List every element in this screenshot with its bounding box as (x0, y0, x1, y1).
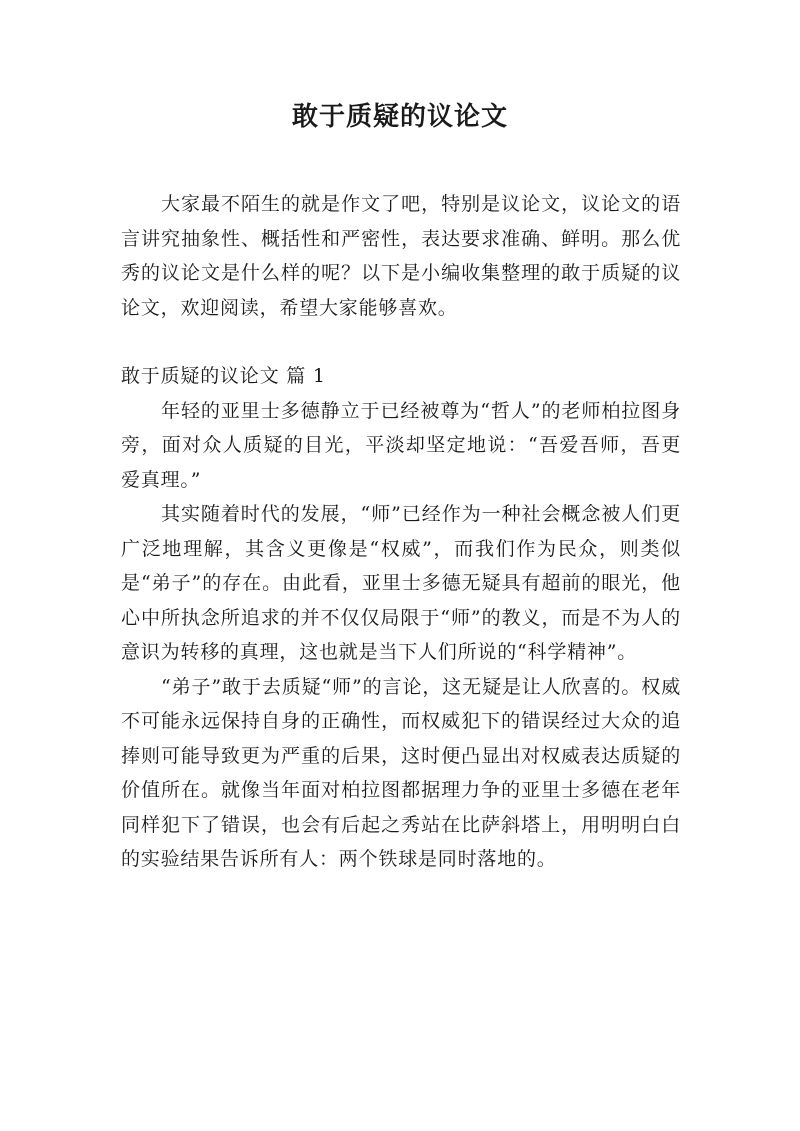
body-paragraph-3: “弟子”敢于去质疑“师”的言论，这无疑是让人欣喜的。权威不可能永远保持自身的正确性，而权威犯下的错误经过大众的追捧则可能导致更为严重的后果，这时便凸显出对权威表达质疑的价值所在。就像当年面对柏拉图都据理力争的亚里士多德在老年同样犯下了错误，也会有后起之秀站在比萨斜塔上，用明明白白的实验结果告诉所有人：两个铁球是同时落地的。 (121, 675, 681, 870)
document-body (121, 187, 681, 877)
document-title: 敢于质疑的议论文 (291, 102, 508, 132)
body-paragraph-2: 其实随着时代的发展，“师”已经作为一种社会概念被人们更广泛地理解，其含义更像是“权威”，而我们作为民众，则类似是“弟子”的存在。由此看，亚里士多德无疑具有超前的眼光，他心中所执念所追求的并不仅仅局限于“师”的教义，而是不为人的意识为转移的真理，这也就是当下人们所说的“科学精神”。 (121, 503, 681, 663)
intro-paragraph: 大家最不陌生的就是作文了吧，特别是议论文，议论文的语言讲究抽象性、概括性和严密性，表达要求准确、鲜明。那么优秀的议论文是什么样的呢？以下是小编收集整理的敢于质疑的议论文，欢迎阅读，希望大家能够喜欢。 (121, 193, 681, 319)
body-paragraph-1: 年轻的亚里士多德静立于已经被尊为“哲人”的老师柏拉图身旁，面对众人质疑的目光，平淡却坚定地说：“吾爱吾师，吾更爱真理。” (121, 399, 681, 491)
section-heading: 敢于质疑的议论文 篇 1 (121, 365, 326, 387)
